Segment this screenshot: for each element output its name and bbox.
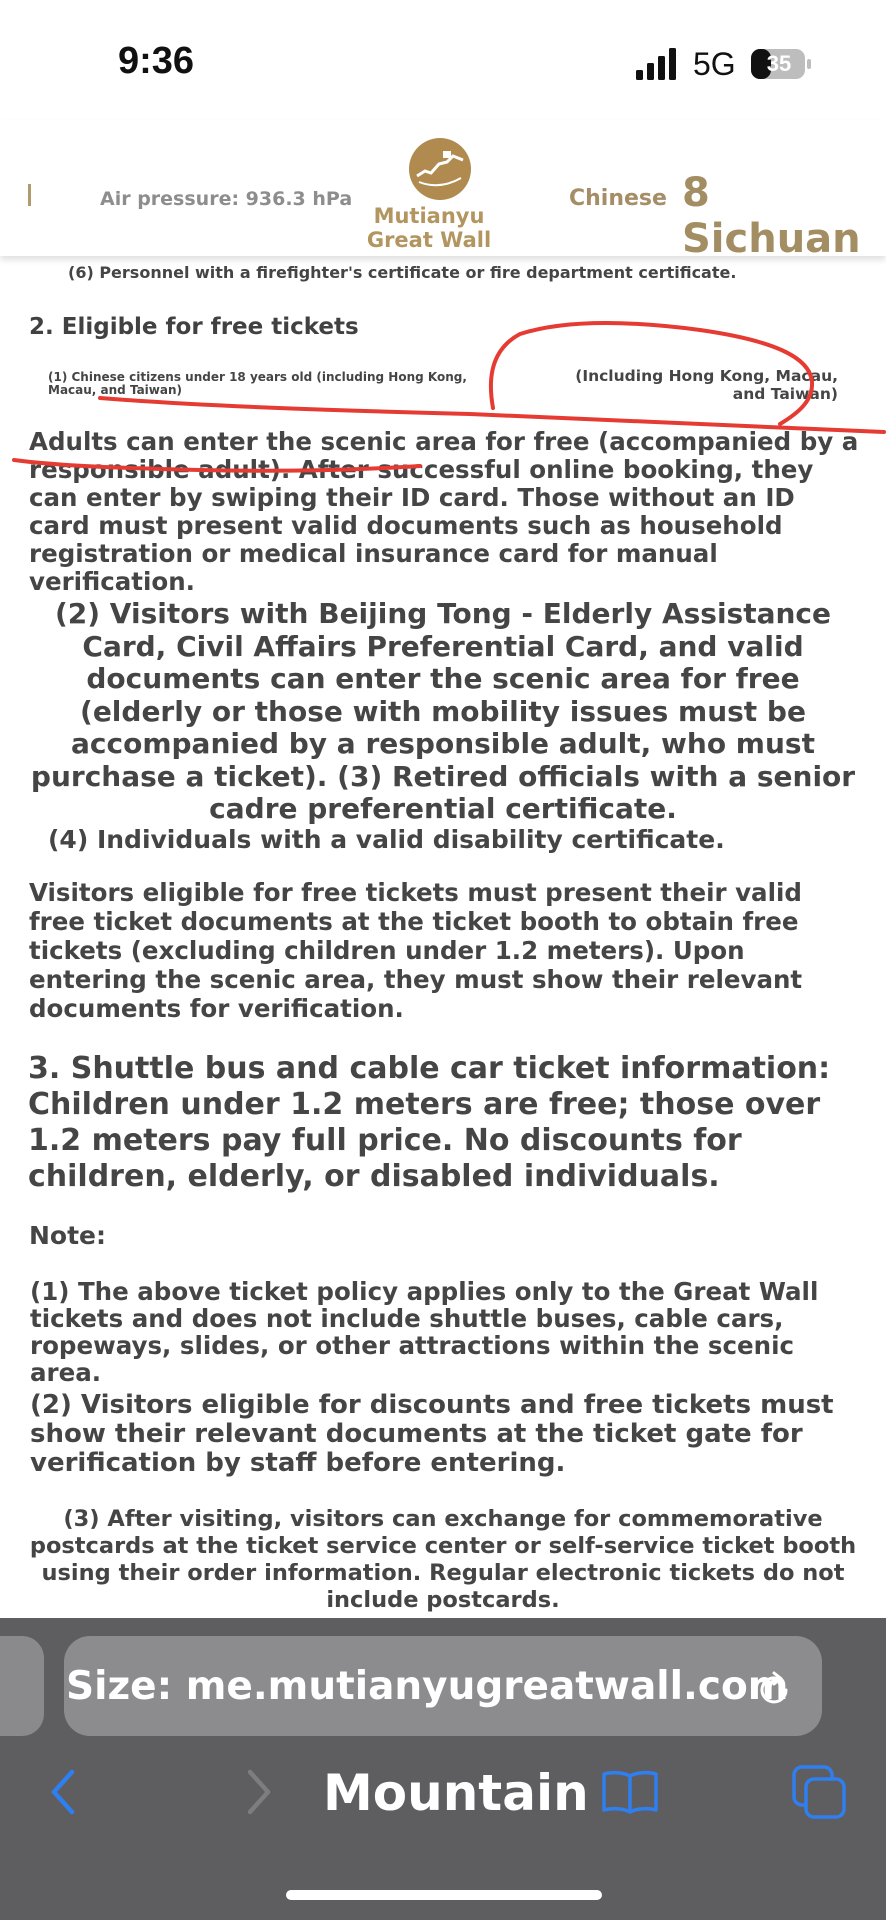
great-wall-logo-icon[interactable] (409, 138, 471, 200)
home-indicator[interactable] (286, 1890, 602, 1900)
note-item-2: (2) Visitors eligible for discounts and free tickets must show their relevant documents at the ticket gate for verification by staff before entering. (30, 1390, 834, 1478)
free-ticket-item-1: (1) Chinese citizens under 18 years old (including Hong Kong, Macau, and Taiwan) (48, 370, 467, 397)
adults-entry-paragraph: Adults can enter the scenic area for free (accompanied by a responsible adult). After successful online booking, they can enter by swiping their ID card. Those without an ID card must present valid documents such as household registration or medical insurance card for manual verification. (29, 427, 859, 596)
shuttle-cable-car-info: 3. Shuttle bus and cable car ticket information: Children under 1.2 meters are free; those over 1.2 meters pay full price. No discounts for children, elderly, or disabled individuals. (28, 1051, 831, 1194)
note-item-1: (1) The above ticket policy applies only to the Great Wall tickets and does not include shuttle buses, cable cars, ropeways, slides, or other attractions within the scenic area. (30, 1277, 819, 1387)
note-heading: Note: (29, 1221, 107, 1250)
logo-title[interactable]: Mutianyu Great Wall (366, 204, 492, 252)
address-bar-url[interactable]: Size: me.mutianyugreatwall.com (66, 1664, 789, 1709)
reload-icon[interactable] (752, 1668, 796, 1712)
free-ticket-item-4: (4) Individuals with a valid disability certificate. (48, 825, 725, 854)
page-label: Mountain (323, 1764, 589, 1822)
section-heading-free-tickets: 2. Eligible for free tickets (29, 314, 359, 340)
note-item-3: (3) After visiting, visitors can exchange for commemorative postcards at the ticket service center or self-service ticket booth using their order information. Regular electronic tickets do not include postcards. (29, 1506, 857, 1613)
tabs-overview-icon[interactable] (791, 1764, 847, 1820)
cellular-signal-icon (636, 48, 680, 80)
free-ticket-instructions: Visitors eligible for free tickets must present their valid free ticket documents at the ticket booth to obtain free tickets (excluding children under 1.2 meters). Upon entering the scenic area, they must show their relevant documents for verification. (29, 878, 803, 1023)
free-ticket-item-1-note: (Including Hong Kong, Macau, and Taiwan) (575, 367, 838, 403)
language-switch-button[interactable]: Chinese (569, 186, 667, 211)
forward-icon[interactable] (240, 1766, 276, 1818)
free-ticket-items-2-3: (2) Visitors with Beijing Tong - Elderly Assistance Card, Civil Affairs Preferential Card, and valid documents can enter the scenic area for free (elderly or those with mobility issues must be accompanied by a responsible adult, who must purchase a ticket). (3) Retired officials with a senior cadre preferential certificate. (30, 597, 856, 825)
free-entry-item-6: (6) Personnel with a firefighter's certificate or fire department certificate. (68, 263, 737, 282)
battery-percentage: 35 (766, 51, 792, 76)
air-pressure-readout: Air pressure: 936.3 hPa (100, 188, 353, 210)
weather-location: 8 Sichuan (682, 170, 861, 262)
status-time: 9:36 (118, 40, 195, 82)
header-edge-mark (28, 184, 31, 206)
site-header (0, 120, 886, 262)
network-type-label: 5G (693, 46, 736, 82)
back-icon[interactable] (46, 1766, 82, 1818)
previous-tab-preview[interactable] (0, 1636, 44, 1736)
bookmarks-icon[interactable] (601, 1768, 659, 1816)
